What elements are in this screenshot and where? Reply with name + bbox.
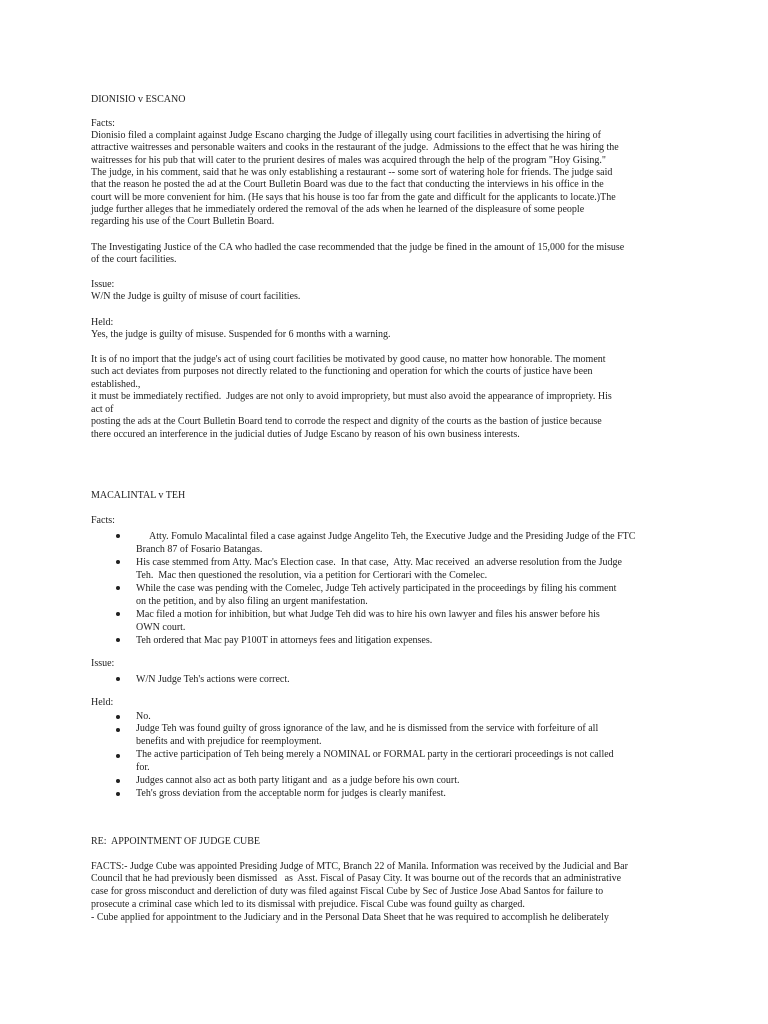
- ratio-line: such act deviates from purposes not directly related to the functioning and operation for which the courts of justice have been: [91, 366, 593, 378]
- bullet-icon: [116, 728, 120, 732]
- issue-paragraph: [91, 279, 300, 304]
- issue-text: W/N the Judge is guilty of misuse of court facilities.: [91, 291, 301, 303]
- facts-line: FACTS:- Judge Cube was appointed Presiding Judge of MTC, Branch 22 of Manila. Information was received by the Judicial and Bar: [91, 860, 628, 872]
- list-item-line: Mac filed a motion for inhibition, but what Judge Teh did was to hire his own lawyer and files his answer before his: [136, 608, 600, 620]
- list-item-line: While the case was pending with the Comelec, Judge Teh actively participated in the proceedings by filing his comment: [136, 582, 617, 594]
- bullet-icon: [116, 754, 120, 758]
- ratio-line: established.,: [91, 378, 141, 390]
- list-item-line: Judge Teh was found guilty of gross ignorance of the law, and he is dismissed from the service with forfeiture of all: [136, 723, 599, 735]
- facts-line: that the reason he posted the ad at the Court Bulletin Board was due to the fact that conducting the interviews in his office in the: [91, 179, 604, 191]
- ratio-line: posting the ads at the Court Bulletin Board tend to corrode the respect and dignity of the courts as the bastion of justice because: [91, 416, 602, 428]
- held-label-block: [91, 697, 113, 709]
- bullet-icon: [116, 612, 120, 616]
- held-text: Yes, the judge is guilty of misuse. Suspended for 6 months with a warning.: [91, 329, 391, 341]
- list-item: [91, 723, 614, 749]
- facts-line: Dionisio filed a complaint against Judge Escano charging the Judge of illegally using court facilities in advertising the hiring of: [91, 130, 601, 142]
- facts-line: attractive waitresses and personable waiters and cooks in the restaurant of the judge. Admissions to the effect that he was hiring the: [91, 142, 619, 154]
- list-item-line: W/N Judge Teh's actions were correct.: [136, 673, 290, 685]
- facts-label-block: [91, 515, 115, 527]
- list-item: [91, 775, 614, 788]
- list-item-line: on the petition, and by also filing an urgent manifestation.: [136, 595, 368, 607]
- ratio-paragraph: [91, 354, 612, 442]
- bullet-icon: [116, 792, 120, 796]
- issue-label: Issue:: [91, 278, 115, 290]
- facts-line: - Cube applied for appointment to the Judiciary and in the Personal Data Sheet that he was required to accomplish he deliberately: [91, 911, 609, 923]
- case-title: MACALINTAL v TEH: [91, 489, 186, 501]
- list-item: [91, 556, 635, 582]
- issue-label: Issue:: [91, 657, 115, 669]
- bullet-icon: [116, 560, 120, 564]
- recommendation-line: The Investigating Justice of the CA who hadled the case recommended that the judge be fined in the amount of 15,000 for the misuse: [91, 241, 625, 253]
- list-item: [91, 530, 635, 556]
- bullet-icon: [116, 779, 120, 783]
- bullet-icon: [116, 677, 120, 681]
- list-item: [91, 788, 614, 801]
- facts-line: judge further alleges that he immediately ordered the removal of the ads when he learned of the displeasure of some people: [91, 203, 585, 215]
- list-item-line: Atty. Fomulo Macalintal filed a case against Judge Angelito Teh, the Executive Judge and the Presiding Judge of the FTC: [149, 530, 636, 542]
- issue-label-block: [91, 658, 114, 670]
- list-item-line: The active participation of Teh being merely a NOMINAL or FORMAL party in the certiorari proceedings is not called: [136, 749, 614, 761]
- bullet-icon: [116, 534, 120, 538]
- ratio-line: there occured an interference in the judicial duties of Judge Escano by reason of his own business interests.: [91, 428, 520, 440]
- case-title: DIONISIO v ESCANO: [91, 93, 186, 105]
- list-item-line: His case stemmed from Atty. Mac's Election case. In that case, Atty. Mac received an adverse resolution from the Judge: [136, 556, 622, 568]
- ratio-line: act of: [91, 403, 114, 415]
- facts-paragraph: [91, 861, 628, 925]
- held-label: Held:: [91, 696, 114, 708]
- list-item: [91, 608, 635, 634]
- facts-label: Facts:: [91, 117, 115, 129]
- list-item: [91, 749, 614, 775]
- ratio-line: it must be immediately rectified. Judges are not only to avoid impropriety, but must also avoid the appearance of impropriety. His: [91, 391, 612, 403]
- facts-line: Council that he had previously been dismissed as Asst. Fiscal of Pasay City. It was bourne out of the records that an administrative: [91, 873, 622, 885]
- ratio-line: It is of no import that the judge's act of using court facilities be motivated by good cause, no matter how honorable. The moment: [91, 353, 606, 365]
- facts-line: court will be more convenient for him. (He says that his house is too far from the gate and difficult for the applicants to locate.)The: [91, 191, 616, 203]
- list-item: [91, 582, 635, 608]
- facts-line: prosecute a criminal case which led to its dismissal with prejudice. Fiscal Cube was found guilty as charged.: [91, 898, 525, 910]
- list-item-line: benefits and with prejudice for reemployment.: [136, 736, 322, 748]
- facts-line: regarding his use of the Court Bulletin Board.: [91, 216, 275, 228]
- list-item-line: Teh ordered that Mac pay P100T in attorneys fees and litigation expenses.: [136, 634, 433, 646]
- list-item-line: Teh's gross deviation from the acceptable norm for judges is clearly manifest.: [136, 787, 446, 799]
- list-item-line: Judges cannot also act as both party litigant and as a judge before his own court.: [136, 774, 460, 786]
- facts-paragraph: [91, 118, 619, 229]
- recommendation-line: of the court facilities.: [91, 254, 177, 266]
- list-item-line: OWN court.: [136, 621, 186, 633]
- facts-bullet-list: [91, 530, 635, 647]
- facts-line: The judge, in his comment, said that he was only establishing a restaurant -- some sort of watering hole for friends. The judge said: [91, 167, 613, 179]
- facts-line: waitresses for his pub that will cater to the prurient desires of males was acquired through the help of the program "Hoy Gising.": [91, 154, 606, 166]
- case-title-block: [91, 836, 260, 848]
- list-item: [91, 634, 635, 647]
- list-item-line: for.: [136, 761, 150, 773]
- case-title-block: [91, 490, 185, 502]
- issue-bullet-list: [91, 673, 290, 686]
- case-title-block: [91, 94, 185, 106]
- facts-line: case for gross misconduct and dereliction of duty was filed against Fiscal Cube by Sec of Justice Jose Abad Santos for failure to: [91, 886, 604, 898]
- case-title: RE: APPOINTMENT OF JUDGE CUBE: [91, 835, 260, 847]
- held-paragraph: [91, 317, 391, 342]
- bullet-icon: [116, 586, 120, 590]
- facts-label: Facts:: [91, 514, 115, 526]
- list-item: [91, 711, 614, 724]
- recommendation-paragraph: [91, 242, 624, 267]
- bullet-icon: [116, 638, 120, 642]
- list-item-line: Teh. Mac then questioned the resolution, via a petition for Certiorari with the Comelec.: [136, 569, 488, 581]
- list-item-line: Branch 87 of Fosario Batangas.: [136, 543, 263, 555]
- bullet-icon: [116, 715, 120, 719]
- held-label: Held:: [91, 316, 114, 328]
- list-item: [91, 673, 290, 686]
- held-bullet-list: [91, 711, 614, 801]
- list-item-line: No.: [136, 710, 151, 722]
